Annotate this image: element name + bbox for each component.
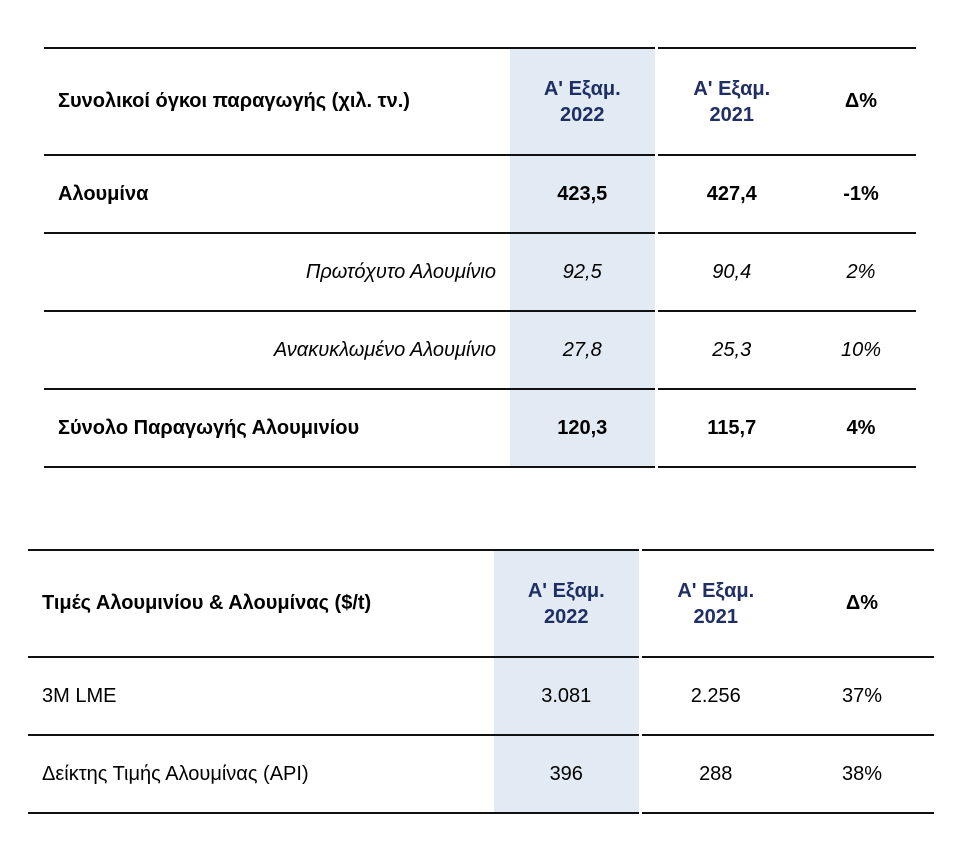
value-delta: 2% [806,233,916,311]
column-header-delta: Δ% [790,550,934,657]
value-2022: 27,8 [510,311,656,389]
value-2021: 115,7 [656,389,806,467]
column-header-2021: Α' Εξαμ. 2021 [640,550,790,657]
table-row [44,389,916,467]
table-row [44,311,916,389]
table-row [28,735,934,813]
value-delta: 38% [790,735,934,813]
column-header-2022: Α' Εξαμ. 2022 [494,550,640,657]
column-header-2022: Α' Εξαμ. 2022 [510,48,656,155]
table-title: Συνολικοί όγκοι παραγωγής (χιλ. τν.) [44,48,510,155]
table-row [28,657,934,735]
value-2022: 396 [494,735,640,813]
value-2021: 90,4 [656,233,806,311]
table-header-row [28,550,934,657]
value-2021: 2.256 [640,657,790,735]
value-delta: -1% [806,155,916,233]
row-label: Πρωτόχυτο Αλουμίνιο [44,233,510,311]
value-2021: 25,3 [656,311,806,389]
table-row [44,233,916,311]
table-header-row [44,48,916,155]
value-delta: 4% [806,389,916,467]
row-label: 3M LME [28,657,494,735]
row-label: Αλουμίνα [44,155,510,233]
value-2021: 288 [640,735,790,813]
value-2022: 423,5 [510,155,656,233]
column-header-2021: Α' Εξαμ. 2021 [656,48,806,155]
value-delta: 10% [806,311,916,389]
prices-table [28,549,934,814]
row-label: Ανακυκλωμένο Αλουμίνιο [44,311,510,389]
value-delta: 37% [790,657,934,735]
table-title: Τιμές Αλουμινίου & Αλουμίνας ($/t) [28,550,494,657]
value-2022: 92,5 [510,233,656,311]
value-2021: 427,4 [656,155,806,233]
value-2022: 3.081 [494,657,640,735]
row-label: Δείκτης Τιμής Αλουμίνας (API) [28,735,494,813]
production-volumes-table [44,47,916,468]
row-label: Σύνολο Παραγωγής Αλουμινίου [44,389,510,467]
column-header-delta: Δ% [806,48,916,155]
table-row [44,155,916,233]
value-2022: 120,3 [510,389,656,467]
